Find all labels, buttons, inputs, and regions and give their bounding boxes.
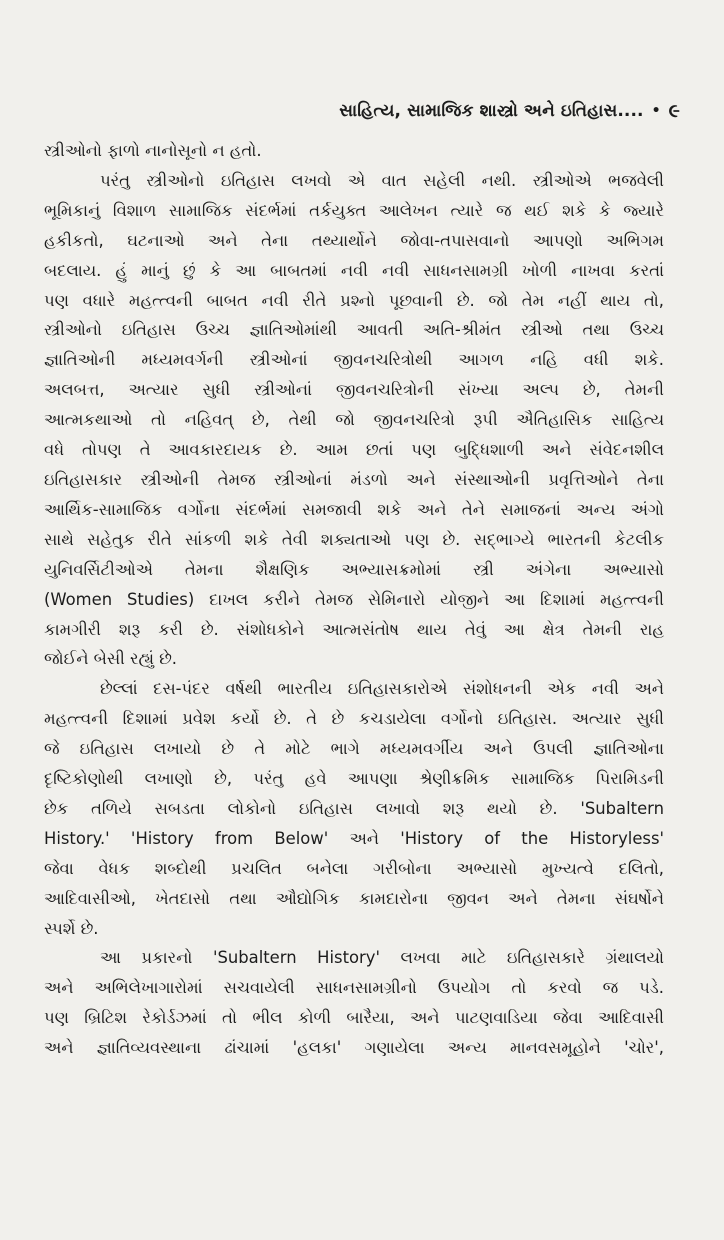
text-line: સાથે સહેતુક રીતે સાંકળી શકે તેવી શક્યતાઓ પણ છે. સદ્ભાગ્યે ભારતની કેટલીક	[44, 529, 664, 549]
paragraph	[44, 166, 664, 674]
text-line: અને જ્ઞાતિવ્યવસ્થાના ઢાંચામાં 'હલકા' ગણાયેલા અન્ય માનવસમૂહોને 'ચોર',	[44, 1038, 664, 1058]
text-line: મહત્ત્વની દિશામાં પ્રવેશ કર્યો છે. તે છે કચડાયેલા વર્ગોનો ઇતિહાસ. અત્યાર સુધી	[44, 709, 664, 729]
text-line: યુનિવર્સિટીઓએ તેમના શૈક્ષણિક અભ્યાસક્રમોમાં સ્ત્રી અંગેના અભ્યાસો	[44, 559, 664, 579]
text-line: બદલાય. હું માનું છું કે આ બાબતમાં નવી નવી સાધનસામગ્રી ખોળી નાખવા કરતાં	[44, 260, 664, 280]
paragraph	[44, 136, 664, 166]
text-line: પરંતુ સ્ત્રીઓનો ઇતિહાસ લખવો એ વાત સહેલી નથી. સ્ત્રીઓએ ભજવેલી	[100, 170, 664, 190]
text-line: ભૂમિકાનું વિશાળ સામાજિક સંદર્ભમાં તર્કયુક્ત આલેખન ત્યારે જ થઈ શકે કે જ્યારે	[44, 200, 664, 220]
text-line: કામગીરી શરૂ કરી છે. સંશોધકોને આત્મસંતોષ થાય તેવું આ ક્ષેત્ર તેમની રાહ	[44, 619, 664, 639]
text-line: આદિવાસીઓ, ખેતદાસો તથા ઔદ્યોગિક કામદારોના જીવન અને તેમના સંઘર્ષોને	[44, 888, 664, 908]
text-line: વધે તોપણ તે આવકારદાયક છે. આમ છતાં પણ બુદ્ધિશાળી અને સંવેદનશીલ	[44, 440, 664, 460]
text-line: આર્થિક-સામાજિક વર્ગોના સંદર્ભમાં સમજાવી શકે અને તેને સમાજનાં અન્ય અંગો	[44, 499, 664, 519]
text-line: ઇતિહાસકાર સ્ત્રીઓની તેમજ સ્ત્રીઓનાં મંડળો અને સંસ્થાઓની પ્રવૃત્તિઓને તેના	[44, 469, 664, 489]
text-line: હકીકતો, ઘટનાઓ અને તેના તથ્યાર્થોને જોવા-તપાસવાનો આપણો અભિગમ	[44, 230, 664, 250]
text-line: છેક તળિયે સબડતા લોકોનો ઇતિહાસ લખાવો શરૂ થયો છે. 'Subaltern	[44, 798, 664, 818]
text-line: અને અભિલેખાગારોમાં સચવાયેલી સાધનસામગ્રીનો ઉપયોગ તો કરવો જ પડે.	[44, 978, 664, 998]
text-line: આ પ્રકારનો 'Subaltern History' લખવા માટે ઇતિહાસકારે ગ્રંથાલયો	[100, 948, 664, 968]
text-line: આત્મકથાઓ તો નહિવત્ છે, તેથી જો જીવનચરિત્રો રૂપી ઐતિહાસિક સાહિત્ય	[44, 410, 664, 430]
text-line: સ્ત્રીઓનો ઇતિહાસ ઉચ્ચ જ્ઞાતિઓમાંથી આવતી અતિ-શ્રીમંત સ્ત્રીઓ તથા ઉચ્ચ	[44, 320, 664, 340]
text-line: (Women Studies) દાખલ કરીને તેમજ સેમિનારો યોજીને આ દિશામાં મહત્ત્વની	[44, 589, 664, 609]
page-number: ૯	[668, 100, 680, 122]
text-line: અલબત્ત, અત્યાર સુધી સ્ત્રીઓનાં જીવનચરિત્રોની સંખ્યા અલ્પ છે, તેમની	[44, 380, 664, 400]
text-line: જેવા વેધક શબ્દોથી પ્રચલિત બનેલા ગરીબોના અભ્યાસો મુખ્યત્વે દલિતો,	[44, 858, 664, 878]
body-text	[44, 136, 664, 1063]
running-title: સાહિત્ય, સામાજિક શાસ્ત્રો અને ઇતિહાસ....	[339, 101, 644, 121]
text-line: જે ઇતિહાસ લખાયો છે તે મોટે ભાગે મધ્યમવર્ગીય અને ઉપલી જ્ઞાતિઓના	[44, 739, 664, 759]
paragraph	[44, 674, 664, 943]
text-line: જ્ઞાતિઓની મધ્યમવર્ગની સ્ત્રીઓનાં જીવનચરિત્રોથી આગળ નહિ વધી શકે.	[44, 350, 664, 370]
text-line: સ્પર્શે છે.	[44, 918, 99, 938]
text-line: History.' 'History from Below' અને 'History of the Historyless'	[44, 828, 664, 848]
text-line: દૃષ્ટિકોણોથી લખાણો છે, પરંતુ હવે આપણા શ્રેણીક્રમિક સામાજિક પિરામિડની	[44, 769, 664, 789]
running-header	[300, 94, 680, 128]
header-bullet: •	[651, 103, 661, 119]
text-line: છેલ્લાં દસ-પંદર વર્ષથી ભારતીય ઇતિહાસકારોએ સંશોધનની એક નવી અને	[100, 679, 664, 699]
text-line: પણ બ્રિટિશ રેકોર્ડઝમાં તો ભીલ કોળી બારૈયા, અને પાટણવાડિયા જેવા આદિવાસી	[44, 1008, 664, 1028]
text-line: પણ વધારે મહત્ત્વની બાબત નવી રીતે પ્રશ્નો પૂછવાની છે. જો તેમ નહીં થાય તો,	[44, 290, 664, 310]
text-line: જોઈને બેસી રહ્યું છે.	[44, 649, 178, 669]
text-line: સ્ત્રીઓનો ફાળો નાનોસૂનો ન હતો.	[44, 141, 262, 160]
paragraph	[44, 943, 664, 1063]
